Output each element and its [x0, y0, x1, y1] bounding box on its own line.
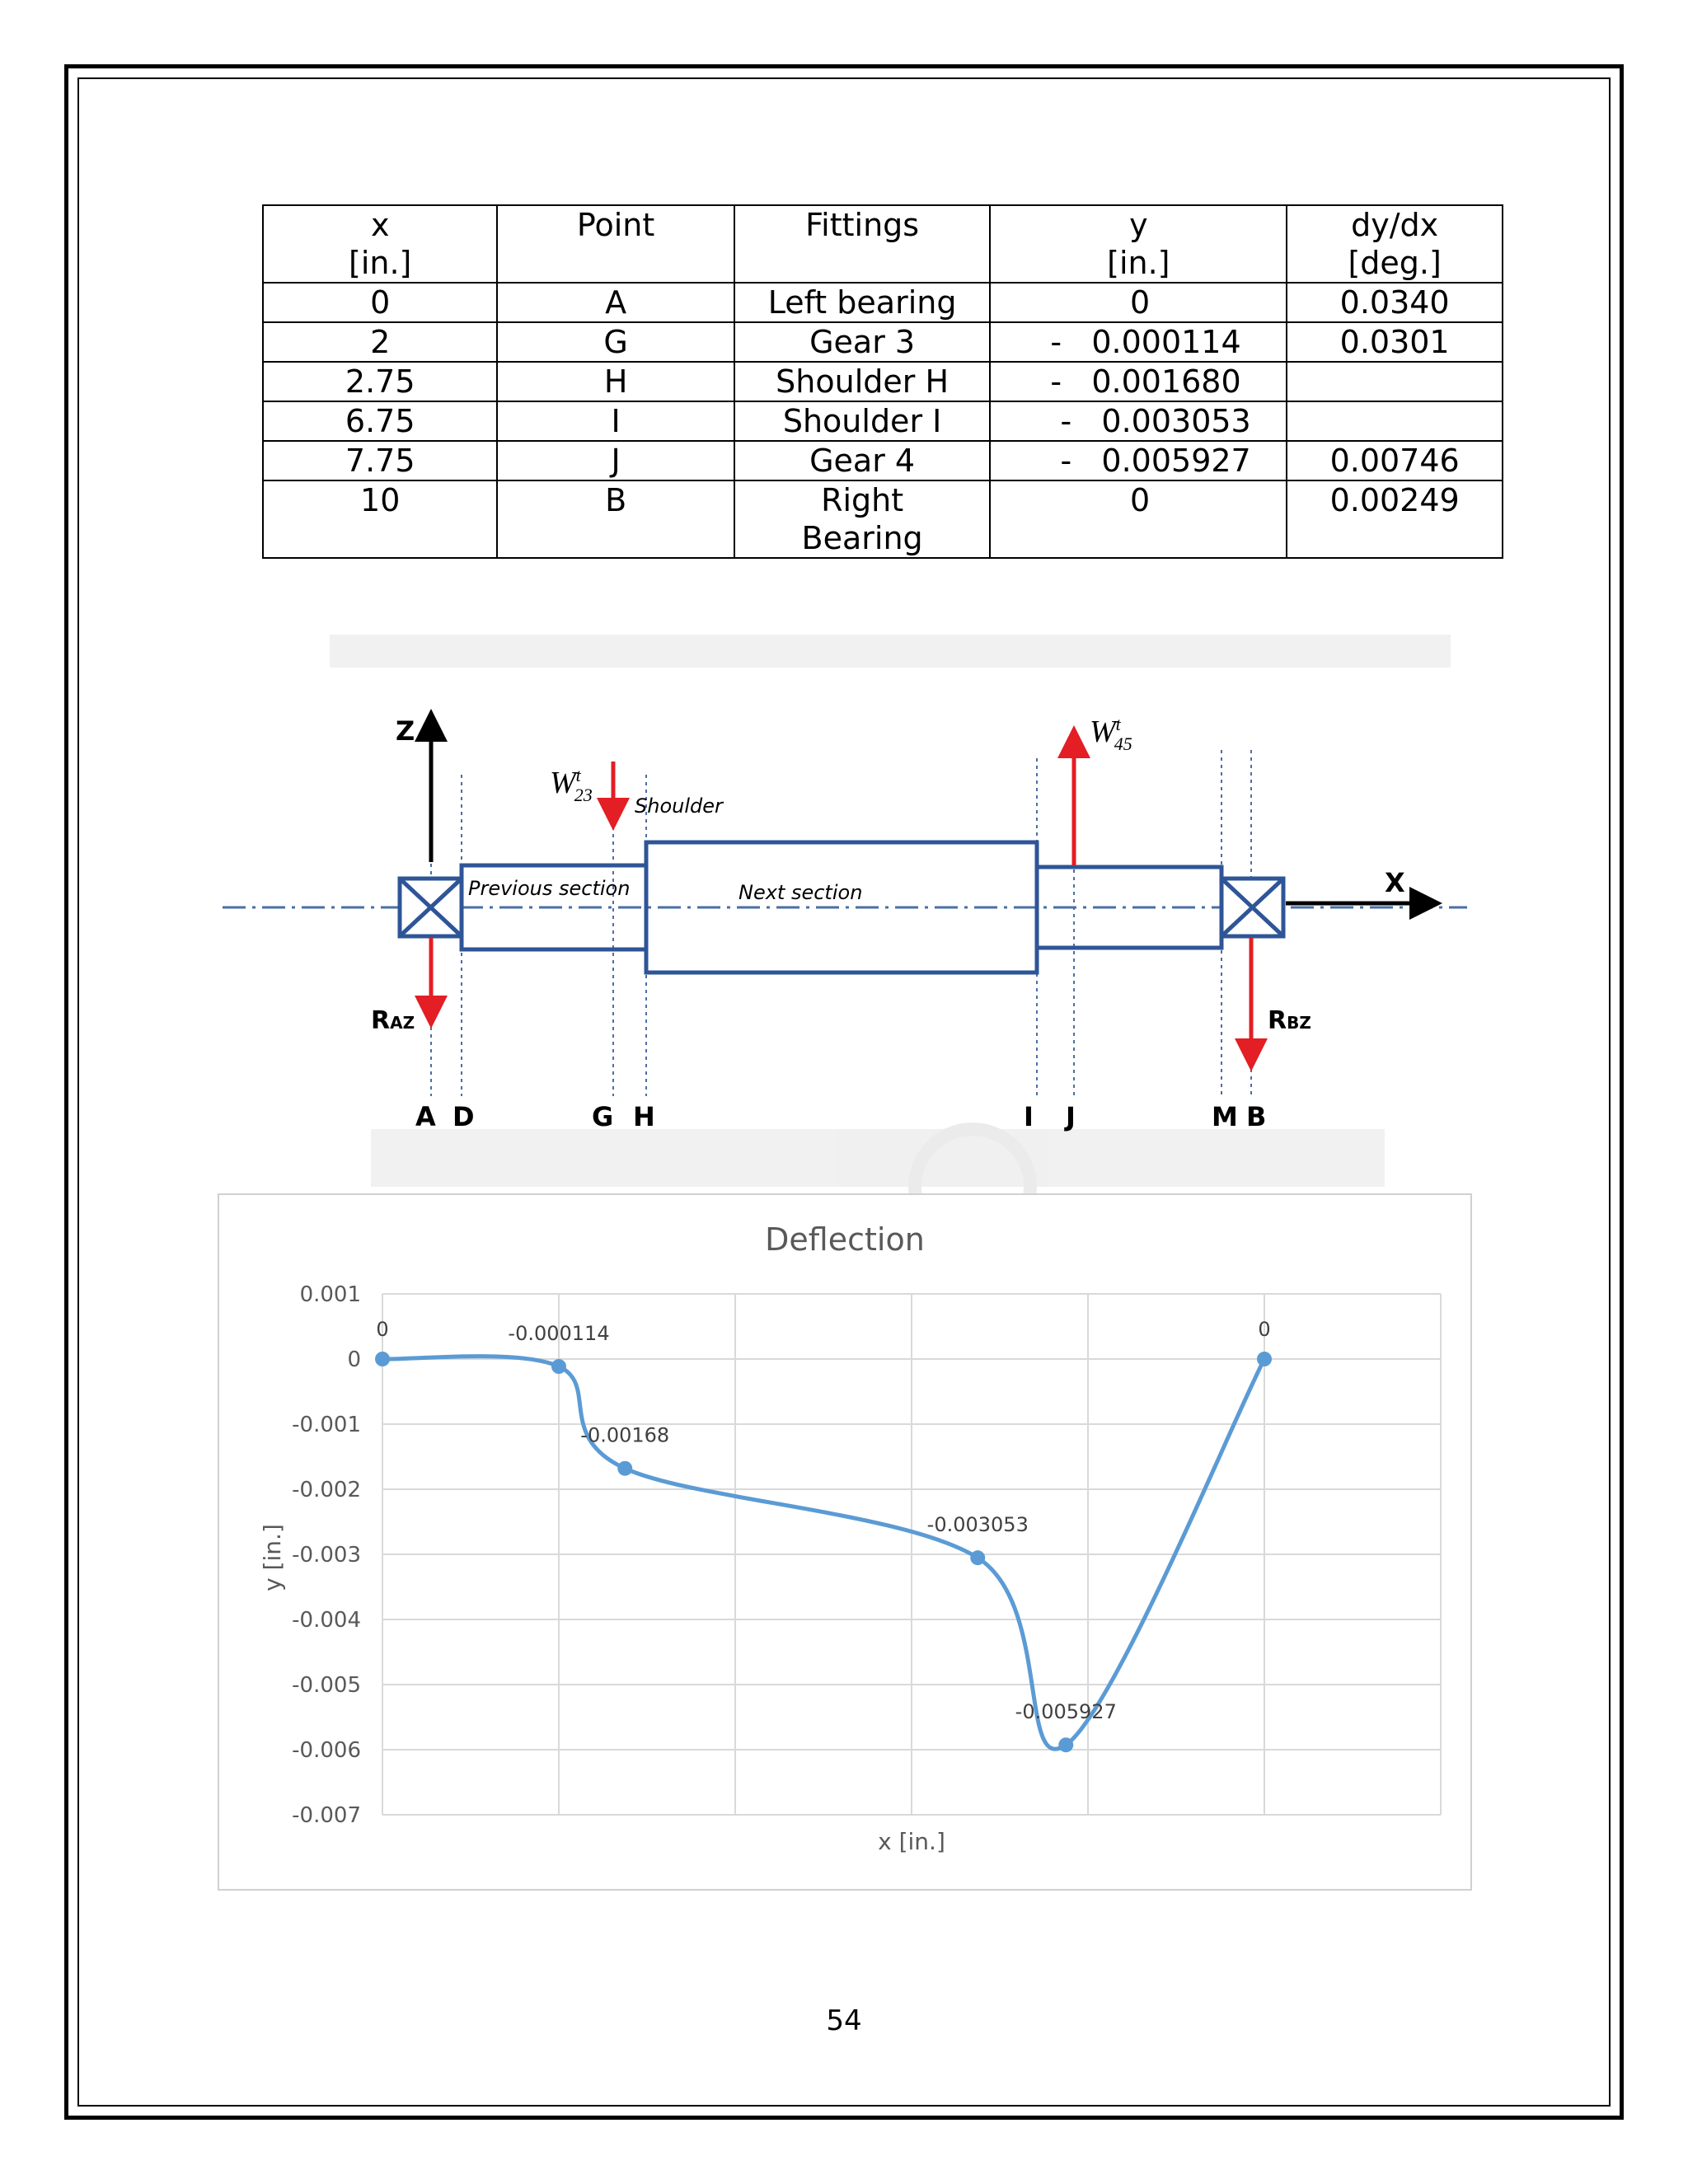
data-label: 0	[376, 1318, 389, 1341]
cell-fitting: Gear 4	[734, 441, 991, 480]
data-point	[375, 1352, 390, 1366]
data-point	[1058, 1737, 1073, 1752]
data-label: -0.00168	[580, 1423, 670, 1447]
cell-fitting: Left bearing	[734, 283, 991, 322]
data-point	[551, 1359, 566, 1374]
cell-fitting: Right Bearing	[734, 480, 991, 558]
point-label-j: J	[1066, 1101, 1076, 1132]
cell-dydx: 0.0340	[1287, 283, 1503, 322]
y-tick-label: 0.001	[299, 1282, 361, 1307]
y-tick-label: -0.007	[292, 1803, 361, 1828]
point-label-m: M	[1212, 1101, 1238, 1132]
w23-label: $W^t$ 23	[550, 765, 593, 805]
point-label-b: B	[1246, 1101, 1267, 1132]
point-label-d: D	[452, 1101, 475, 1132]
cell-y: - 0.003053	[990, 401, 1287, 441]
cell-dydx: 0.00249	[1287, 480, 1503, 558]
cell-point: B	[497, 480, 734, 558]
data-label: -0.003053	[926, 1513, 1029, 1537]
header-fittings: Fittings	[734, 205, 991, 283]
cell-point: A	[497, 283, 734, 322]
cell-dydx	[1287, 362, 1503, 401]
point-label-h: H	[633, 1101, 655, 1132]
previous-section-label: Previous section	[468, 877, 631, 900]
cell-dydx: 0.00746	[1287, 441, 1503, 480]
data-labels	[376, 1318, 1270, 1723]
table-row	[263, 322, 1503, 362]
x-axis-title: x [in.]	[878, 1828, 945, 1855]
data-label: 0	[1258, 1318, 1271, 1341]
cell-y: - 0.000114	[990, 322, 1287, 362]
cell-dydx: 0.0301	[1287, 322, 1503, 362]
point-labels	[415, 1101, 1266, 1132]
right-bearing	[1221, 879, 1283, 936]
page-number: 54	[826, 2004, 862, 2037]
cell-dydx	[1287, 401, 1503, 441]
x-axis-label: X	[1385, 867, 1405, 898]
cell-x: 10	[263, 480, 497, 558]
deflection-table	[262, 204, 1503, 559]
header-x: x [in.]	[263, 205, 497, 283]
y-tick-label: 0	[347, 1347, 361, 1372]
table-header-row	[263, 205, 1503, 283]
shaft-diagram	[214, 626, 1475, 1195]
y-tick-label: -0.006	[292, 1738, 361, 1763]
data-label: -0.005927	[1015, 1700, 1117, 1724]
cell-fitting: Shoulder I	[734, 401, 991, 441]
table-row	[263, 401, 1503, 441]
point-guides	[431, 750, 1251, 1096]
cell-x: 2	[263, 322, 497, 362]
cell-point: H	[497, 362, 734, 401]
header-y: y [in.]	[990, 205, 1287, 283]
table-row	[263, 362, 1503, 401]
y-tick-labels	[292, 1282, 361, 1828]
cell-point: J	[497, 441, 734, 480]
y-tick-label: -0.001	[292, 1413, 361, 1437]
cell-fitting: Shoulder H	[734, 362, 991, 401]
data-point	[1257, 1352, 1272, 1366]
shoulder-label: Shoulder	[635, 794, 723, 818]
table-row	[263, 441, 1503, 480]
header-dydx: dy/dx [deg.]	[1287, 205, 1503, 283]
header-point: Point	[497, 205, 734, 283]
cell-y: - 0.005927	[990, 441, 1287, 480]
cell-point: I	[497, 401, 734, 441]
deflection-chart	[219, 1195, 1470, 1889]
table-row	[263, 480, 1503, 558]
point-label-a: A	[415, 1101, 436, 1132]
w45-label: $W^t$ 45	[1090, 714, 1132, 754]
z-axis-label: Z	[396, 715, 415, 747]
cell-fitting: Gear 3	[734, 322, 991, 362]
table-row	[263, 283, 1503, 322]
point-label-g: G	[592, 1101, 614, 1132]
chart-title: Deflection	[765, 1221, 925, 1258]
rbz-label: RBZ	[1268, 1006, 1311, 1035]
cell-y: 0	[990, 283, 1287, 322]
point-label-i: I	[1024, 1101, 1034, 1132]
next-section-label: Next section	[738, 881, 863, 904]
cell-x: 0	[263, 283, 497, 322]
y-tick-label: -0.004	[292, 1608, 361, 1633]
y-tick-label: -0.002	[292, 1478, 361, 1502]
cell-point: G	[497, 322, 734, 362]
y-axis-title: y [in.]	[259, 1524, 286, 1591]
cell-x: 7.75	[263, 441, 497, 480]
cell-x: 2.75	[263, 362, 497, 401]
y-tick-label: -0.005	[292, 1673, 361, 1698]
cell-y: 0	[990, 480, 1287, 558]
chart-grid	[382, 1294, 1441, 1815]
deflection-line	[382, 1357, 1264, 1750]
cell-x: 6.75	[263, 401, 497, 441]
cell-y: - 0.001680	[990, 362, 1287, 401]
data-label: -0.000114	[508, 1322, 610, 1346]
data-point	[970, 1550, 985, 1565]
chart-series	[375, 1352, 1272, 1752]
raz-label: RAZ	[371, 1006, 415, 1035]
data-point	[617, 1461, 632, 1476]
y-tick-label: -0.003	[292, 1543, 361, 1568]
deflection-chart-panel	[218, 1193, 1472, 1891]
left-bearing	[400, 879, 462, 936]
